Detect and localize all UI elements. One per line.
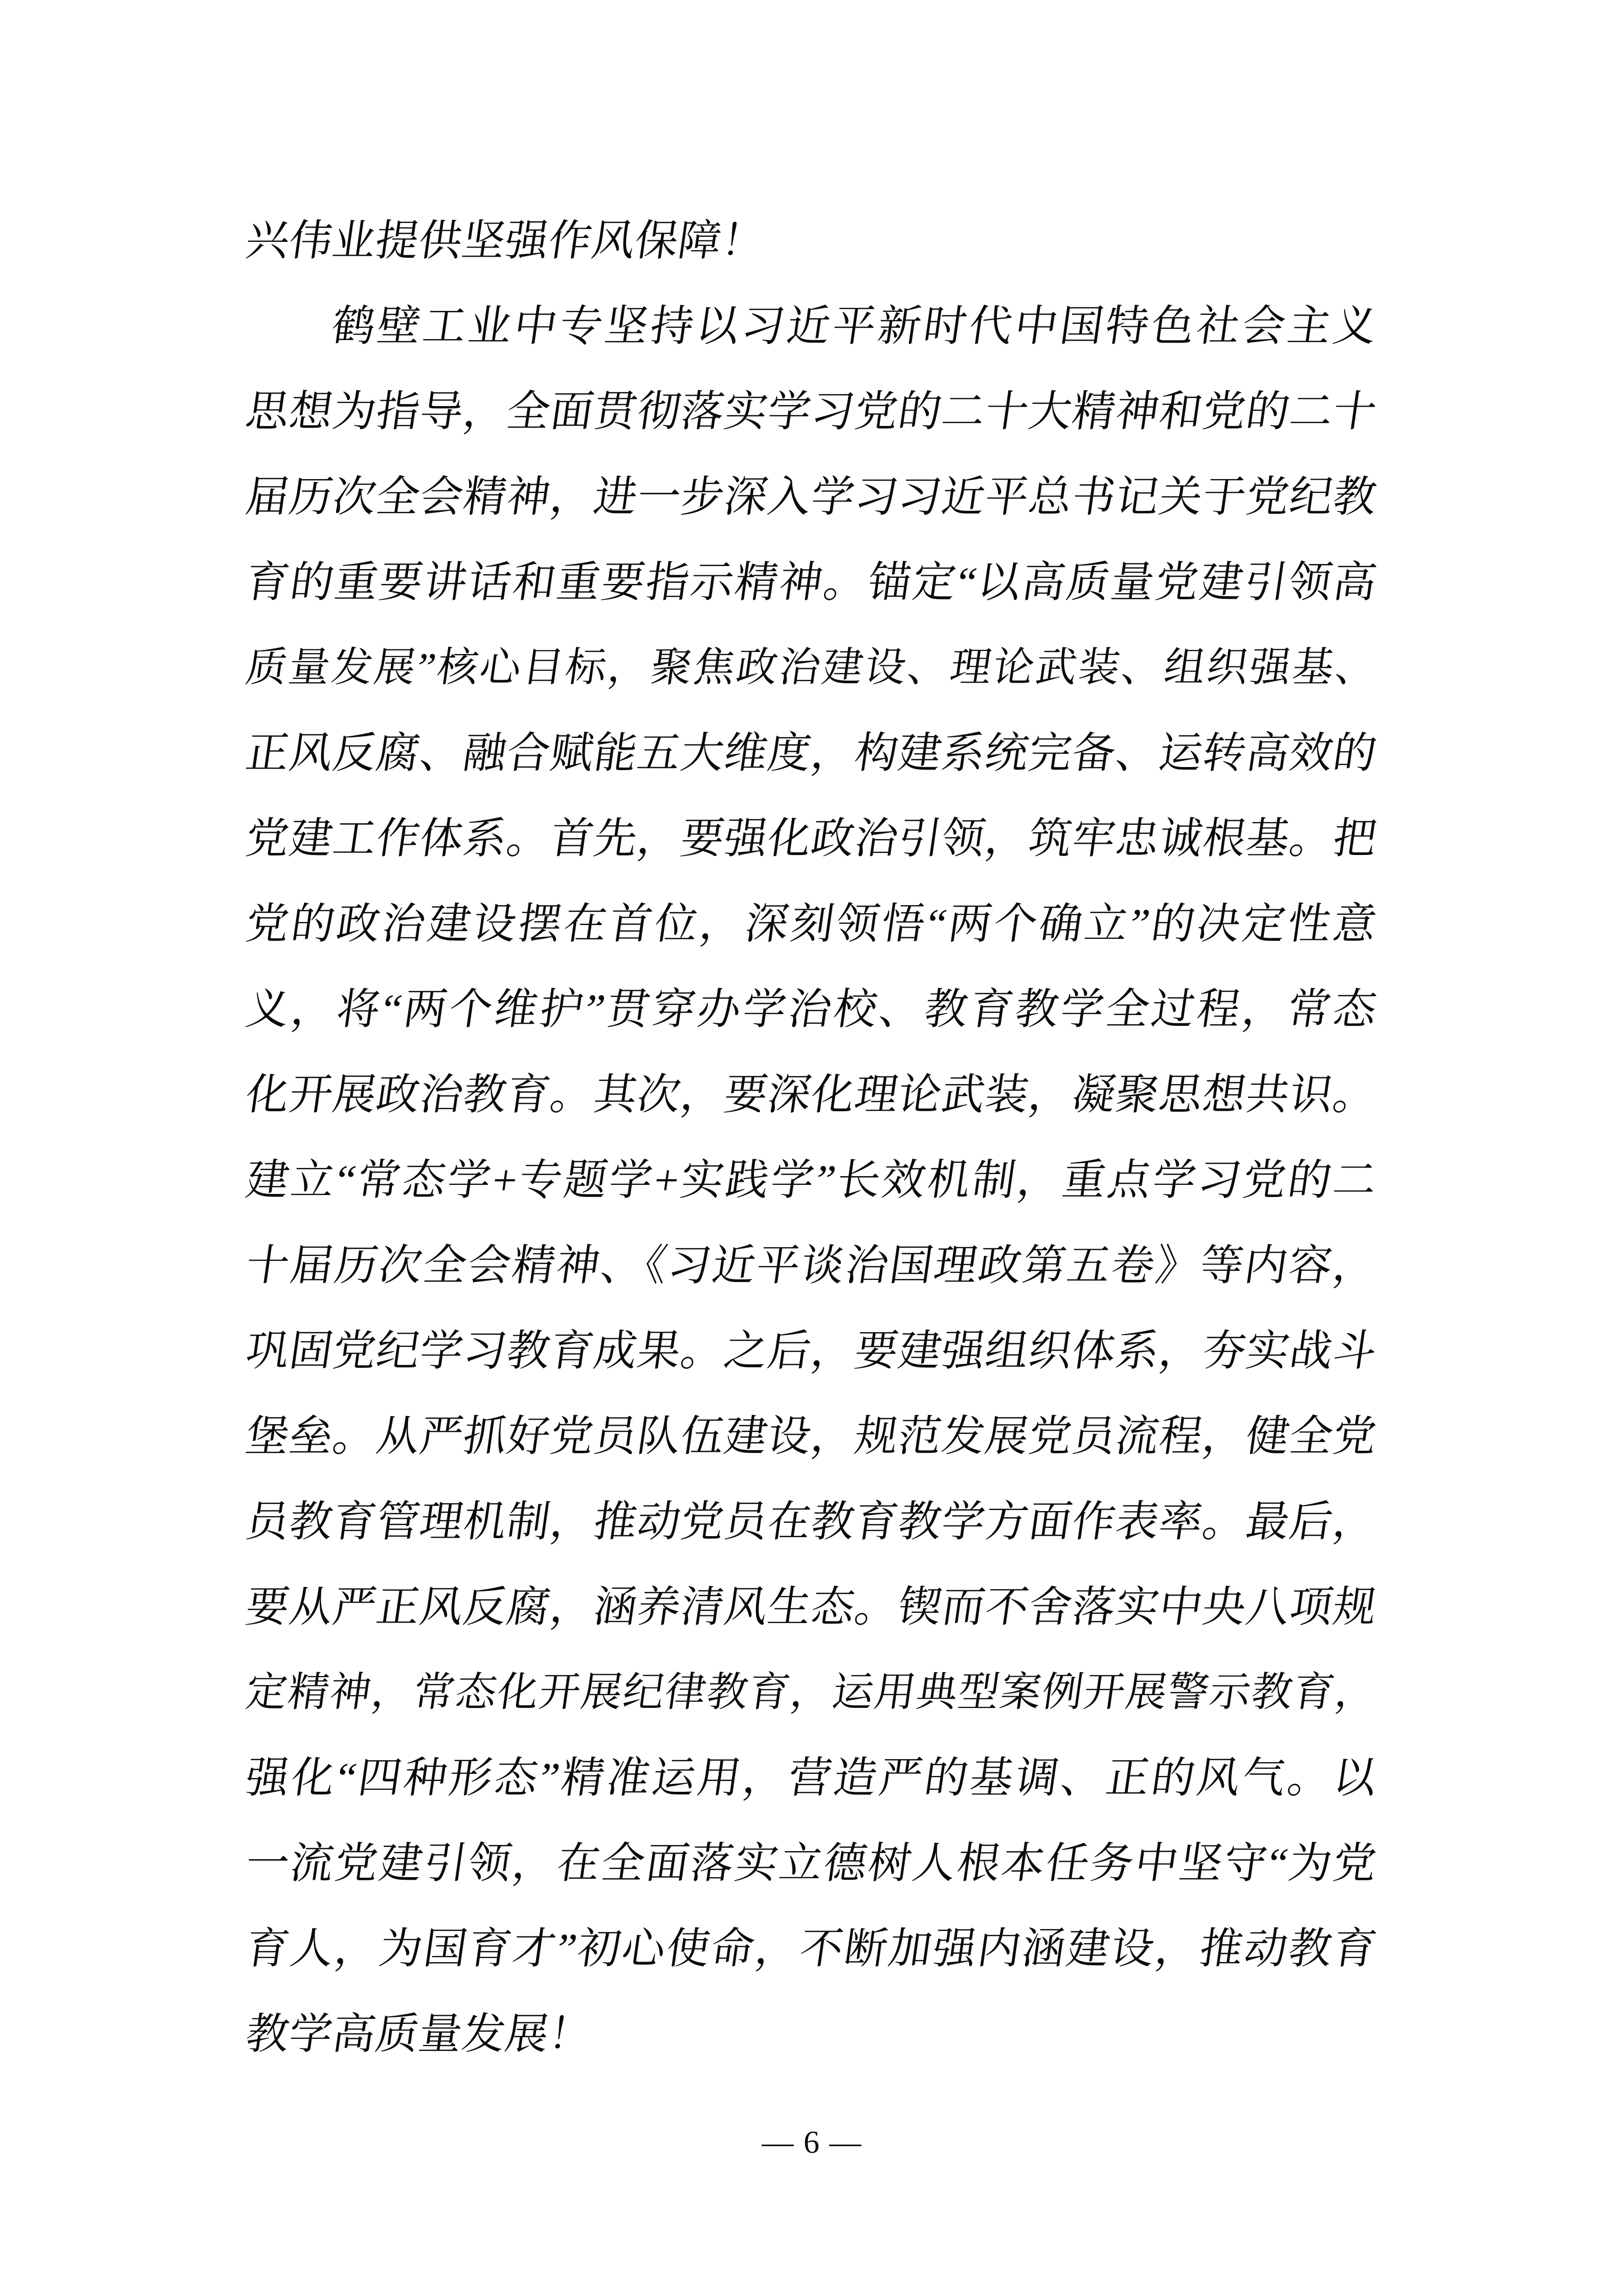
body-line: 十届历次全会精神、《习近平谈治国理政第五卷》等内容， xyxy=(242,1242,1380,1290)
body-line: 鹤壁工业中专坚持以习近平新时代中国特色社会主义 xyxy=(328,303,1380,350)
body-line: 巩固党纪学习教育成果。之后，要建强组织体系，夯实战斗 xyxy=(242,1327,1380,1375)
body-line: 质量发展”核心目标，聚焦政治建设、理论武装、组织强基、 xyxy=(243,645,1380,690)
body-line: 届历次全会精神，进一步深入学习习近平总书记关于党纪教 xyxy=(242,474,1380,521)
document-body xyxy=(242,198,1380,2077)
body-line: 思想为指导，全面贯彻落实学习党的二十大精神和党的二十 xyxy=(242,388,1380,436)
body-line: 员教育管理机制，推动党员在教育教学方面作表率。最后， xyxy=(242,1498,1380,1546)
body-line: 堡垒。从严抓好党员队伍建设，规范发展党员流程，健全党 xyxy=(242,1413,1380,1460)
body-line: 正风反腐、融合赋能五大维度，构建系统完备、运转高效的 xyxy=(242,730,1380,777)
body-line: 党的政治建设摆在首位，深刻领悟“两个确立”的决定性意 xyxy=(242,901,1380,948)
page-number: — 6 — xyxy=(762,2125,862,2160)
body-line: 化开展政治教育。其次，要深化理论武装，凝聚思想共识。 xyxy=(242,1071,1380,1119)
body-line: 育人，为国育才”初心使命，不断加强内涵建设，推动教育 xyxy=(242,1925,1380,1973)
body-line: 义，将“两个维护”贯穿办学治校、教育教学全过程，常态 xyxy=(242,986,1380,1033)
body-line: 要从严正风反腐，涵养清风生态。锲而不舍落实中央八项规 xyxy=(242,1584,1380,1631)
body-line: 强化“四种形态”精准运用，营造严的基调、正的风气。以 xyxy=(242,1754,1380,1802)
body-line: 定精神，常态化开展纪律教育，运用典型案例开展警示教育， xyxy=(243,1670,1380,1715)
body-line: 一流党建引领，在全面落实立德树人根本任务中坚守“为党 xyxy=(242,1840,1380,1887)
body-line: 兴伟业提供坚强作风保障！ xyxy=(242,217,768,265)
body-line: 育的重要讲话和重要指示精神。锚定“以高质量党建引领高 xyxy=(242,559,1380,606)
body-line: 教学高质量发展！ xyxy=(242,2011,595,2058)
body-line: 党建工作体系。首先，要强化政治引领，筑牢忠诚根基。把 xyxy=(242,815,1380,863)
body-line: 建立“常态学+专题学+实践学”长效机制，重点学习党的二 xyxy=(242,1157,1380,1204)
